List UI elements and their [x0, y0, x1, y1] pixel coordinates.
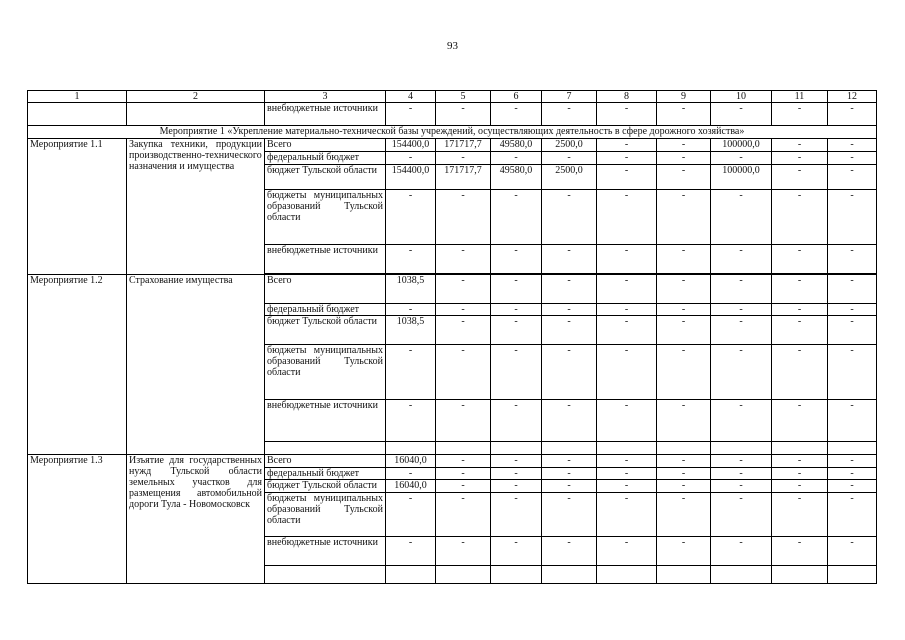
- value-cell: -: [436, 400, 491, 442]
- value-cell: -: [711, 493, 772, 537]
- column-header: 2: [127, 91, 265, 103]
- measure-code: Мероприятие 1.3: [28, 455, 127, 584]
- value-cell: -: [772, 190, 828, 245]
- value-cell: -: [772, 316, 828, 345]
- value-cell: -: [828, 152, 877, 165]
- value-cell: -: [436, 152, 491, 165]
- column-header: 1: [28, 91, 127, 103]
- value-cell: -: [657, 304, 711, 316]
- value-cell: -: [772, 165, 828, 190]
- value-cell: -: [657, 139, 711, 152]
- empty-cell: [772, 566, 828, 584]
- empty-cell: [542, 566, 597, 584]
- value-cell: 171717,7: [436, 165, 491, 190]
- table-row: [28, 455, 877, 468]
- empty-cell: [657, 442, 711, 455]
- value-cell: -: [491, 152, 542, 165]
- value-cell: -: [386, 345, 436, 400]
- value-cell: -: [597, 190, 657, 245]
- value-cell: -: [772, 480, 828, 493]
- value-cell: 1038,5: [386, 275, 436, 304]
- value-cell: -: [657, 275, 711, 304]
- value-cell: -: [657, 400, 711, 442]
- value-cell: -: [542, 493, 597, 537]
- value-cell: -: [542, 103, 597, 126]
- value-cell: -: [597, 316, 657, 345]
- value-cell: -: [828, 455, 877, 468]
- value-cell: -: [491, 103, 542, 126]
- value-cell: 2500,0: [542, 165, 597, 190]
- empty-cell: [127, 103, 265, 126]
- funding-source: Всего: [265, 275, 386, 304]
- funding-source: Всего: [265, 455, 386, 468]
- value-cell: -: [597, 468, 657, 480]
- value-cell: -: [386, 537, 436, 566]
- value-cell: -: [386, 493, 436, 537]
- measure-name: Изъятие для государственных нужд Тульской области земельных участков для размещения автомобильной дороги Тула - Новомосковск: [127, 455, 265, 584]
- page-number: 93: [447, 40, 458, 52]
- value-cell: -: [436, 345, 491, 400]
- value-cell: -: [711, 103, 772, 126]
- value-cell: -: [657, 455, 711, 468]
- value-cell: -: [828, 190, 877, 245]
- value-cell: -: [542, 152, 597, 165]
- value-cell: -: [828, 493, 877, 537]
- measure-code: Мероприятие 1.2: [28, 275, 127, 455]
- value-cell: -: [828, 139, 877, 152]
- value-cell: -: [491, 400, 542, 442]
- value-cell: -: [657, 316, 711, 345]
- value-cell: -: [772, 455, 828, 468]
- value-cell: -: [597, 480, 657, 493]
- value-cell: -: [542, 537, 597, 566]
- value-cell: -: [828, 537, 877, 566]
- value-cell: -: [597, 103, 657, 126]
- measure-code: Мероприятие 1.1: [28, 139, 127, 275]
- funding-source: внебюджетные источники: [265, 103, 386, 126]
- value-cell: -: [386, 152, 436, 165]
- column-header: 12: [828, 91, 877, 103]
- funding-source: федеральный бюджет: [265, 152, 386, 165]
- value-cell: -: [657, 468, 711, 480]
- value-cell: -: [828, 345, 877, 400]
- value-cell: -: [386, 245, 436, 274]
- value-cell: -: [657, 152, 711, 165]
- value-cell: -: [711, 345, 772, 400]
- value-cell: -: [772, 275, 828, 304]
- value-cell: -: [542, 455, 597, 468]
- value-cell: -: [772, 468, 828, 480]
- funding-source: бюджет Тульской области: [265, 165, 386, 190]
- empty-cell: [386, 442, 436, 455]
- value-cell: -: [828, 103, 877, 126]
- column-header: 5: [436, 91, 491, 103]
- value-cell: -: [491, 455, 542, 468]
- value-cell: -: [772, 493, 828, 537]
- value-cell: -: [542, 400, 597, 442]
- value-cell: -: [772, 152, 828, 165]
- column-header: 11: [772, 91, 828, 103]
- value-cell: -: [657, 165, 711, 190]
- value-cell: -: [542, 304, 597, 316]
- empty-cell: [265, 442, 386, 455]
- empty-cell: [542, 442, 597, 455]
- value-cell: -: [386, 190, 436, 245]
- table-row: [28, 275, 877, 304]
- value-cell: -: [828, 480, 877, 493]
- value-cell: -: [711, 190, 772, 245]
- value-cell: -: [436, 537, 491, 566]
- value-cell: -: [542, 275, 597, 304]
- empty-cell: [828, 442, 877, 455]
- section-title: Мероприятие 1 «Укрепление материально-технической базы учреждений, осуществляющих деятельность в сфере дорожного хозяйства»: [28, 126, 877, 139]
- value-cell: -: [828, 316, 877, 345]
- value-cell: -: [491, 304, 542, 316]
- value-cell: -: [711, 537, 772, 566]
- value-cell: -: [597, 304, 657, 316]
- value-cell: -: [772, 400, 828, 442]
- empty-cell: [711, 442, 772, 455]
- value-cell: -: [436, 316, 491, 345]
- value-cell: -: [828, 275, 877, 304]
- value-cell: -: [436, 493, 491, 537]
- empty-cell: [436, 566, 491, 584]
- value-cell: -: [542, 345, 597, 400]
- empty-cell: [386, 566, 436, 584]
- empty-cell: [491, 566, 542, 584]
- value-cell: -: [436, 275, 491, 304]
- empty-cell: [491, 442, 542, 455]
- value-cell: -: [386, 103, 436, 126]
- value-cell: -: [436, 468, 491, 480]
- value-cell: 154400,0: [386, 139, 436, 152]
- empty-cell: [711, 566, 772, 584]
- column-header: 6: [491, 91, 542, 103]
- header-row: [28, 91, 877, 103]
- empty-cell: [828, 566, 877, 584]
- value-cell: -: [597, 400, 657, 442]
- value-cell: -: [597, 493, 657, 537]
- column-header: 7: [542, 91, 597, 103]
- value-cell: -: [491, 190, 542, 245]
- value-cell: -: [597, 152, 657, 165]
- value-cell: 49580,0: [491, 139, 542, 152]
- value-cell: -: [386, 468, 436, 480]
- funding-source: внебюджетные источники: [265, 245, 386, 274]
- funding-source: внебюджетные источники: [265, 537, 386, 566]
- value-cell: 100000,0: [711, 165, 772, 190]
- value-cell: -: [657, 345, 711, 400]
- value-cell: -: [657, 493, 711, 537]
- value-cell: -: [542, 480, 597, 493]
- funding-source: федеральный бюджет: [265, 304, 386, 316]
- value-cell: -: [491, 468, 542, 480]
- value-cell: -: [597, 139, 657, 152]
- value-cell: -: [436, 455, 491, 468]
- value-cell: 100000,0: [711, 139, 772, 152]
- value-cell: -: [772, 345, 828, 400]
- value-cell: -: [386, 400, 436, 442]
- value-cell: -: [772, 304, 828, 316]
- value-cell: -: [828, 245, 877, 274]
- value-cell: -: [711, 468, 772, 480]
- value-cell: -: [772, 245, 828, 274]
- value-cell: -: [828, 468, 877, 480]
- value-cell: -: [542, 316, 597, 345]
- value-cell: -: [772, 537, 828, 566]
- value-cell: -: [597, 165, 657, 190]
- value-cell: -: [711, 455, 772, 468]
- value-cell: -: [711, 400, 772, 442]
- value-cell: -: [828, 400, 877, 442]
- value-cell: -: [828, 304, 877, 316]
- value-cell: -: [711, 480, 772, 493]
- value-cell: -: [711, 304, 772, 316]
- value-cell: -: [436, 245, 491, 274]
- value-cell: -: [436, 480, 491, 493]
- value-cell: -: [657, 480, 711, 493]
- value-cell: -: [597, 537, 657, 566]
- value-cell: -: [491, 480, 542, 493]
- value-cell: -: [772, 139, 828, 152]
- value-cell: 16040,0: [386, 455, 436, 468]
- value-cell: -: [597, 275, 657, 304]
- column-header: 3: [265, 91, 386, 103]
- value-cell: 154400,0: [386, 165, 436, 190]
- funding-source: федеральный бюджет: [265, 468, 386, 480]
- value-cell: -: [386, 304, 436, 316]
- section-row: [28, 126, 877, 139]
- carry-over-row: [28, 103, 877, 126]
- value-cell: -: [657, 245, 711, 274]
- funding-source: бюджет Тульской области: [265, 316, 386, 345]
- measure-name: Закупка техники, продукции производственно-технического назначения и имущества: [127, 139, 265, 275]
- value-cell: 2500,0: [542, 139, 597, 152]
- value-cell: -: [828, 165, 877, 190]
- column-header: 9: [657, 91, 711, 103]
- value-cell: -: [491, 537, 542, 566]
- value-cell: -: [491, 275, 542, 304]
- value-cell: 16040,0: [386, 480, 436, 493]
- column-header: 8: [597, 91, 657, 103]
- value-cell: -: [542, 468, 597, 480]
- value-cell: 49580,0: [491, 165, 542, 190]
- empty-cell: [657, 566, 711, 584]
- column-header: 4: [386, 91, 436, 103]
- value-cell: -: [657, 537, 711, 566]
- funding-source: бюджет Тульской области: [265, 480, 386, 493]
- empty-cell: [28, 103, 127, 126]
- funding-source: бюджеты муниципальных образований Тульской области: [265, 345, 386, 400]
- value-cell: -: [711, 275, 772, 304]
- value-cell: -: [436, 190, 491, 245]
- funding-source: бюджеты муниципальных образований Тульской области: [265, 493, 386, 537]
- empty-cell: [772, 442, 828, 455]
- empty-cell: [597, 566, 657, 584]
- value-cell: -: [711, 152, 772, 165]
- budget-table: [27, 90, 877, 584]
- measure-name: Страхование имущества: [127, 275, 265, 455]
- value-cell: -: [491, 316, 542, 345]
- column-header: 10: [711, 91, 772, 103]
- value-cell: -: [491, 245, 542, 274]
- value-cell: -: [657, 190, 711, 245]
- funding-source: внебюджетные источники: [265, 400, 386, 442]
- value-cell: -: [772, 103, 828, 126]
- value-cell: -: [711, 316, 772, 345]
- value-cell: -: [657, 103, 711, 126]
- value-cell: -: [436, 103, 491, 126]
- value-cell: -: [597, 345, 657, 400]
- value-cell: -: [542, 245, 597, 274]
- empty-cell: [597, 442, 657, 455]
- value-cell: -: [436, 304, 491, 316]
- empty-cell: [265, 566, 386, 584]
- value-cell: -: [491, 345, 542, 400]
- empty-cell: [436, 442, 491, 455]
- value-cell: -: [711, 245, 772, 274]
- value-cell: -: [597, 245, 657, 274]
- value-cell: 171717,7: [436, 139, 491, 152]
- value-cell: -: [542, 190, 597, 245]
- funding-source: Всего: [265, 139, 386, 152]
- value-cell: -: [597, 455, 657, 468]
- table-body: [28, 91, 877, 584]
- table-row: [28, 139, 877, 152]
- value-cell: -: [491, 493, 542, 537]
- value-cell: 1038,5: [386, 316, 436, 345]
- funding-source: бюджеты муниципальных образований Тульской области: [265, 190, 386, 245]
